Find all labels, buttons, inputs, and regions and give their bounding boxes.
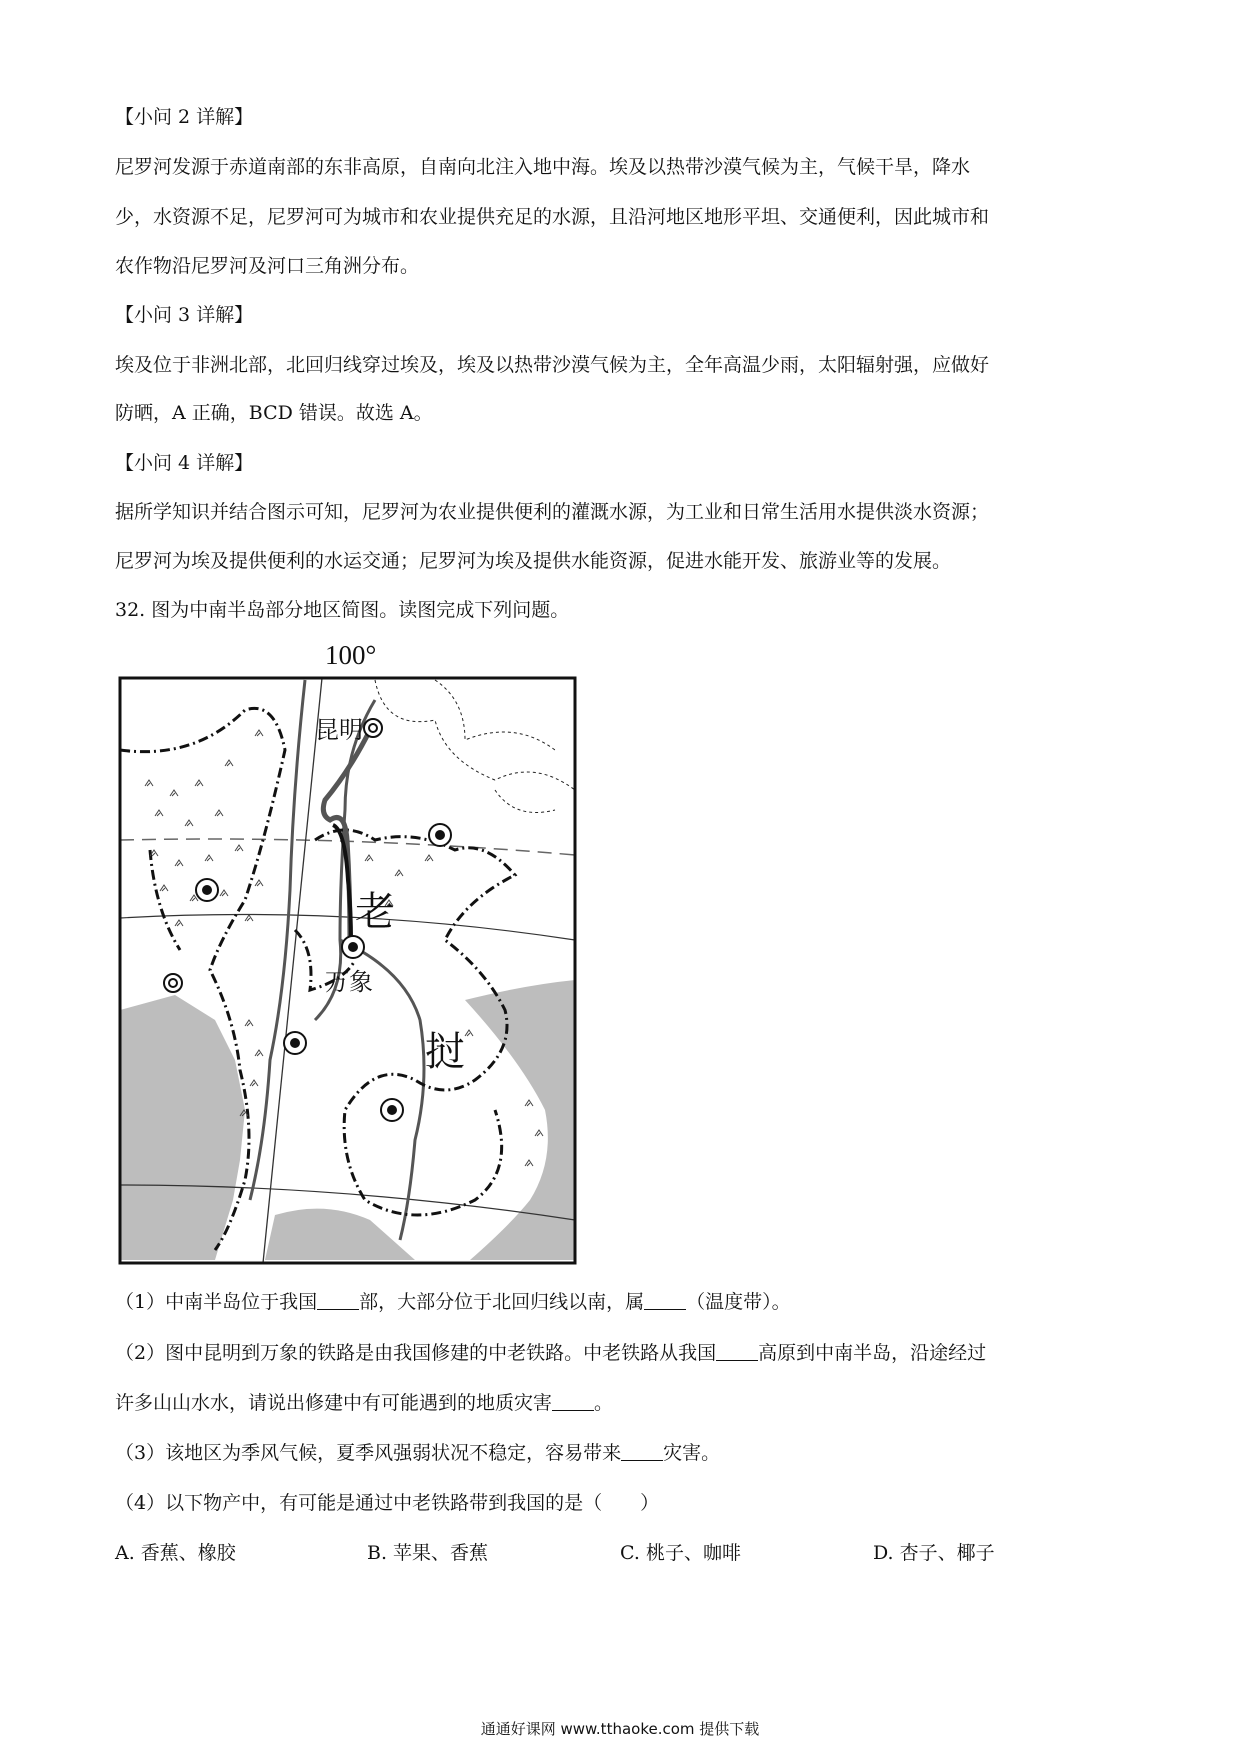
city-capital-2 [429,824,451,846]
option-c[interactable]: C. 桃子、咖啡 [620,1542,741,1564]
section3-line-1: 埃及位于非洲北部，北回归线穿过埃及，埃及以热带沙漠气候为主，全年高温少雨，太阳辐射强，应做好 [115,354,990,376]
sub2-text-d: 。 [594,1392,614,1414]
label-kunming: 昆明 [315,716,363,744]
footer-source: 通通好课网 www.tthaoke.com 提供下载 [480,1720,760,1738]
sub2-text-b: 高原到中南半岛，沿途经过 [758,1342,987,1364]
sub3-text-a: （3）该地区为季风气候，夏季风强弱状况不稳定，容易带来 [115,1442,622,1464]
label-lao: 老 [355,889,395,935]
section3-line-2: 防晒，A 正确，BCD 错误。故选 A。 [115,402,433,424]
indochina-map [115,640,585,1270]
sub2-text-c: 许多山山水水，请说出修建中有可能遇到的地质灾害 [115,1392,553,1414]
section-heading-3: 【小问 3 详解】 [115,304,254,326]
section-heading-4: 【小问 4 详解】 [115,452,254,474]
answer-blank[interactable] [317,1289,359,1310]
sub1-text-c: （温度带）。 [686,1291,791,1313]
label-vientiane: 万象 [325,968,373,996]
answer-blank[interactable] [552,1390,594,1411]
city-vientiane [342,936,364,958]
label-wo: 挝 [425,1029,465,1075]
option-d[interactable]: D. 杏子、椰子 [873,1542,995,1564]
sub-question-4: （4）以下物产中，有可能是通过中老铁路带到我国的是（ ） [115,1492,660,1514]
city-capital-4 [284,1032,306,1054]
answer-blank[interactable] [644,1289,686,1310]
section4-line-1: 据所学知识并结合图示可知，尼罗河为农业提供便利的灌溉水源，为工业和日常生活用水提供淡水资源； [115,501,990,523]
section2-line-3: 农作物沿尼罗河及河口三角洲分布。 [115,255,420,277]
section2-line-2: 少，水资源不足，尼罗河可为城市和农业提供充足的水源，且沿河地区地形平坦、交通便利，因此城市和 [115,206,990,228]
sub1-text-b: 部，大部分位于北回归线以南，属 [359,1291,645,1313]
sub-question-3 [115,1438,720,1468]
section2-line-1: 尼罗河发源于赤道南部的东非高原，自南向北注入地中海。埃及以热带沙漠气候为主，气候干旱，降水 [115,156,971,178]
sub2-text-a: （2）图中昆明到万象的铁路是由我国修建的中老铁路。中老铁路从我国 [115,1342,717,1364]
answer-blank[interactable] [716,1340,758,1361]
city-capital-3 [164,974,182,992]
sub-question-2 [115,1338,986,1368]
question-32-stem: 32. 图为中南半岛部分地区简图。读图完成下列问题。 [115,599,570,621]
sub1-text-a: （1）中南半岛位于我国 [115,1291,318,1313]
option-b[interactable]: B. 苹果、香蕉 [367,1542,489,1564]
sub-question-2-cont [115,1388,613,1418]
sub-question-1 [115,1287,791,1317]
sub3-text-b: 灾害。 [663,1442,721,1464]
city-kunming [364,719,382,737]
answer-blank[interactable] [621,1440,663,1461]
city-capital-1 [196,879,218,901]
longitude-label: 100° [325,640,377,670]
section4-line-2: 尼罗河为埃及提供便利的水运交通；尼罗河为埃及提供水能资源，促进水能开发、旅游业等的发展。 [115,550,952,572]
section-heading-2: 【小问 2 详解】 [115,106,254,128]
city-capital-5 [381,1099,403,1121]
option-a[interactable]: A. 香蕉、橡胶 [115,1542,236,1564]
